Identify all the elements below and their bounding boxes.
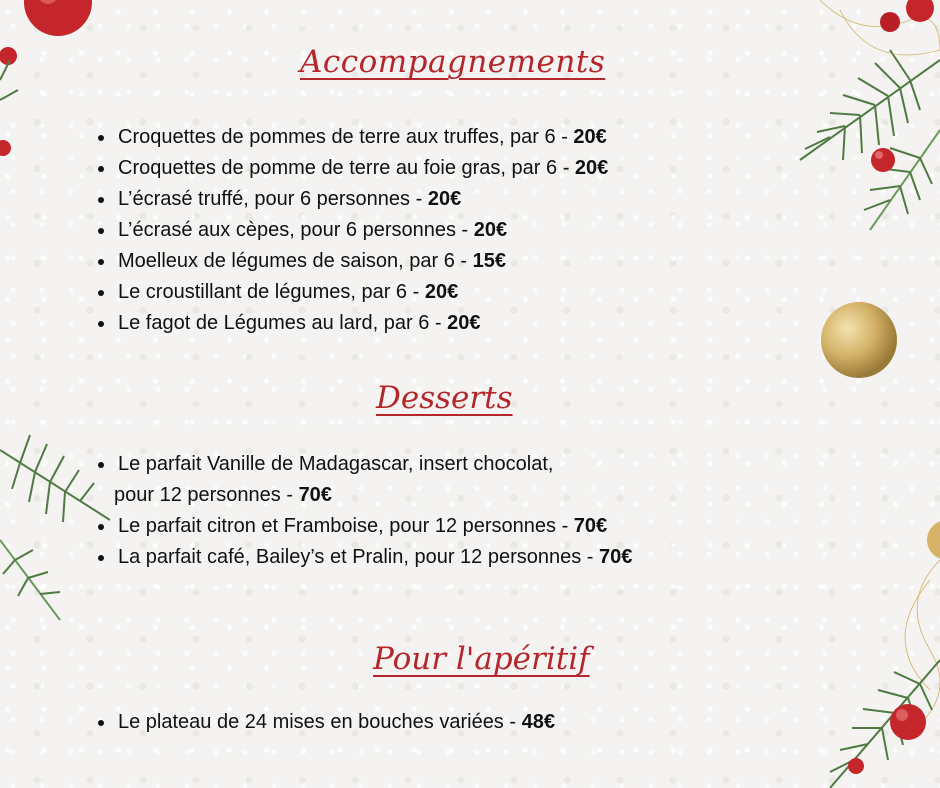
price: 70€: [599, 546, 633, 568]
price: 20€: [473, 219, 508, 241]
price: 20€: [574, 157, 609, 179]
price: 70€: [298, 484, 332, 506]
accompagnements-list: [92, 122, 608, 339]
list-item: Croquettes de pomme de terre au foie gras, par 6 - 20€: [92, 153, 608, 184]
price: 20€: [447, 312, 481, 334]
list-item: Le parfait Vanille de Madagascar, insert chocolat, pour 12 personnes - 70€: [92, 449, 632, 511]
price: 20€: [427, 188, 462, 210]
desserts-list: [92, 449, 632, 573]
price: 20€: [573, 126, 607, 148]
pine-branch-top-right-decoration: [760, 0, 940, 250]
section-title-aperitif: Pour l'apéritif: [373, 641, 590, 677]
list-item: Le parfait citron et Framboise, pour 12 personnes - 70€: [92, 511, 632, 542]
price: 70€: [573, 515, 608, 537]
list-item: L’écrasé truffé, pour 6 personnes - 20€: [92, 184, 608, 215]
list-item: Croquettes de pommes de terre aux truffes, par 6 - 20€: [92, 122, 608, 153]
section-title-accompagnements: Accompagnements: [300, 44, 606, 80]
aperitif-list: [92, 707, 555, 738]
list-item: Moelleux de légumes de saison, par 6 - 15€: [92, 246, 608, 277]
list-item: L’écrasé aux cèpes, pour 6 personnes - 20€: [92, 215, 608, 246]
section-title-desserts: Desserts: [376, 380, 513, 416]
gold-ornament-edge-decoration: [925, 515, 940, 565]
list-item: Le plateau de 24 mises en bouches variées - 48€: [92, 707, 555, 738]
gold-ornament-decoration: [815, 296, 905, 386]
price: 20€: [424, 281, 459, 303]
price: 48€: [521, 711, 555, 733]
price: 15€: [472, 250, 507, 272]
pine-branch-bottom-right-decoration: [790, 560, 940, 788]
list-item: La parfait café, Bailey’s et Pralin, pour 12 personnes - 70€: [92, 542, 632, 573]
list-item: Le fagot de Légumes au lard, par 6 - 20€: [92, 308, 608, 339]
list-item: Le croustillant de légumes, par 6 - 20€: [92, 277, 608, 308]
